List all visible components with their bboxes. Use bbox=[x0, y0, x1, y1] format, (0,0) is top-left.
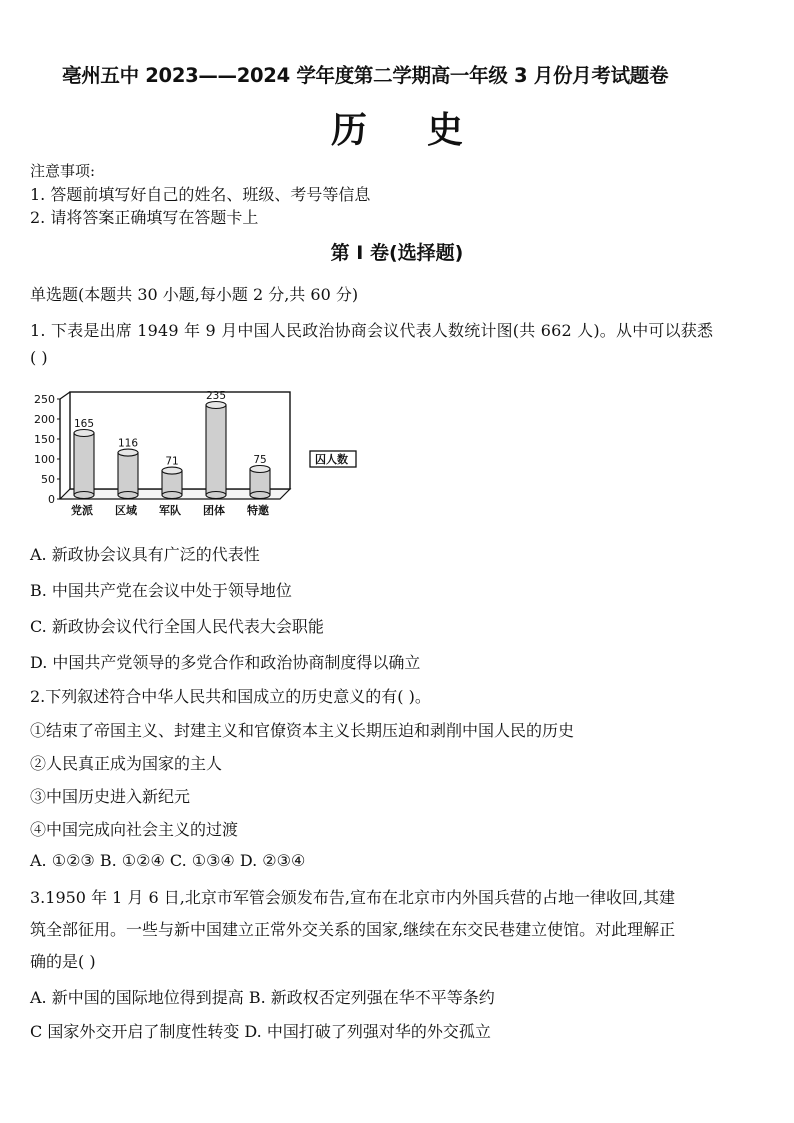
q1-answer-blank: ( ) bbox=[30, 348, 48, 367]
q2-options: A. ①②③ B. ①②④ C. ①③④ D. ②③④ bbox=[30, 851, 306, 870]
q3-stem-line: 3.1950 年 1 月 6 日,北京市军管会颁发布告,宣布在北京市内外国兵营的占地一律收回,其建 bbox=[30, 888, 676, 907]
chart-y-tick-label: 250 bbox=[34, 393, 55, 406]
notes-title: 注意事项: bbox=[30, 162, 96, 180]
chart-y-tick-label: 50 bbox=[41, 473, 55, 486]
q1-option-c: C. 新政协会议代行全国人民代表大会职能 bbox=[30, 617, 324, 636]
q3-stem-line: 确的是( ) bbox=[30, 952, 96, 971]
chart-y-tick-label: 200 bbox=[34, 413, 55, 426]
q2-statement: ②人民真正成为国家的主人 bbox=[30, 754, 223, 773]
chart-category-label: 党派 bbox=[71, 504, 93, 517]
q1-option-b: B. 中国共产党在会议中处于领导地位 bbox=[30, 581, 292, 600]
exam-title: 亳州五中 2023——2024 学年度第二学期高一年级 3 月份月考试题卷 bbox=[62, 64, 669, 87]
q2-stem: 2.下列叙述符合中华人民共和国成立的历史意义的有( )。 bbox=[30, 687, 431, 706]
subject-title: 历史 bbox=[330, 110, 523, 151]
note-item: 2. 请将答案正确填写在答题卡上 bbox=[30, 208, 259, 227]
chart-category-label: 军队 bbox=[159, 504, 181, 517]
chart-category-label: 团体 bbox=[203, 504, 225, 517]
chart-data-label: 71 bbox=[165, 455, 179, 468]
q1-option-d: D. 中国共产党领导的多党合作和政治协商制度得以确立 bbox=[30, 653, 421, 672]
chart-data-label: 165 bbox=[73, 418, 95, 430]
chart-category-label: 特邀 bbox=[247, 504, 269, 517]
q2-statement: ③中国历史进入新纪元 bbox=[30, 787, 191, 806]
chart-category-label: 区域 bbox=[115, 504, 137, 517]
chart-bar bbox=[206, 402, 226, 499]
chart-y-tick-label: 150 bbox=[34, 433, 55, 446]
q1-option-a: A. 新政协会议具有广泛的代表性 bbox=[30, 545, 260, 564]
q2-statement: ④中国完成向社会主义的过渡 bbox=[30, 820, 239, 839]
q3-options-ab: A. 新中国的国际地位得到提高 B. 新政权否定列强在华不平等条约 bbox=[30, 988, 495, 1007]
q2-statement: ①结束了帝国主义、封建主义和官僚资本主义长期压迫和剥削中国人民的历史 bbox=[30, 721, 575, 740]
section-title: 第 I 卷(选择题) bbox=[330, 242, 464, 264]
chart-bar bbox=[250, 466, 270, 499]
q1-bar-chart bbox=[30, 384, 370, 524]
q3-options-cd: C 国家外交开启了制度性转变 D. 中国打破了列强对华的外交孤立 bbox=[30, 1022, 491, 1041]
note-item: 1. 答题前填写好自己的姓名、班级、考号等信息 bbox=[30, 185, 371, 204]
q3-stem-line: 筑全部征用。一些与新中国建立正常外交关系的国家,继续在东交民巷建立使馆。对此理解正 bbox=[30, 920, 676, 939]
chart-bar bbox=[74, 430, 94, 499]
q1-stem: 1. 下表是出席 1949 年 9 月中国人民政治协商会议代表人数统计图(共 662 人)。从中可以获悉 bbox=[30, 321, 714, 340]
chart-legend-label: 囚人数 bbox=[315, 453, 348, 466]
chart-bar bbox=[162, 467, 182, 498]
chart-y-axis bbox=[34, 393, 60, 506]
chart-y-tick-label: 0 bbox=[48, 493, 55, 506]
chart-x-axis bbox=[71, 503, 269, 517]
chart-y-tick-label: 100 bbox=[34, 453, 55, 466]
question-type-heading: 单选题(本题共 30 小题,每小题 2 分,共 60 分) bbox=[30, 285, 359, 304]
chart-frame-edge bbox=[60, 392, 70, 399]
chart-data-label: 116 bbox=[117, 437, 139, 450]
chart-bar bbox=[118, 449, 138, 498]
chart-data-label: 235 bbox=[205, 390, 227, 402]
chart-legend bbox=[310, 451, 356, 467]
chart-data-label: 75 bbox=[253, 454, 267, 466]
